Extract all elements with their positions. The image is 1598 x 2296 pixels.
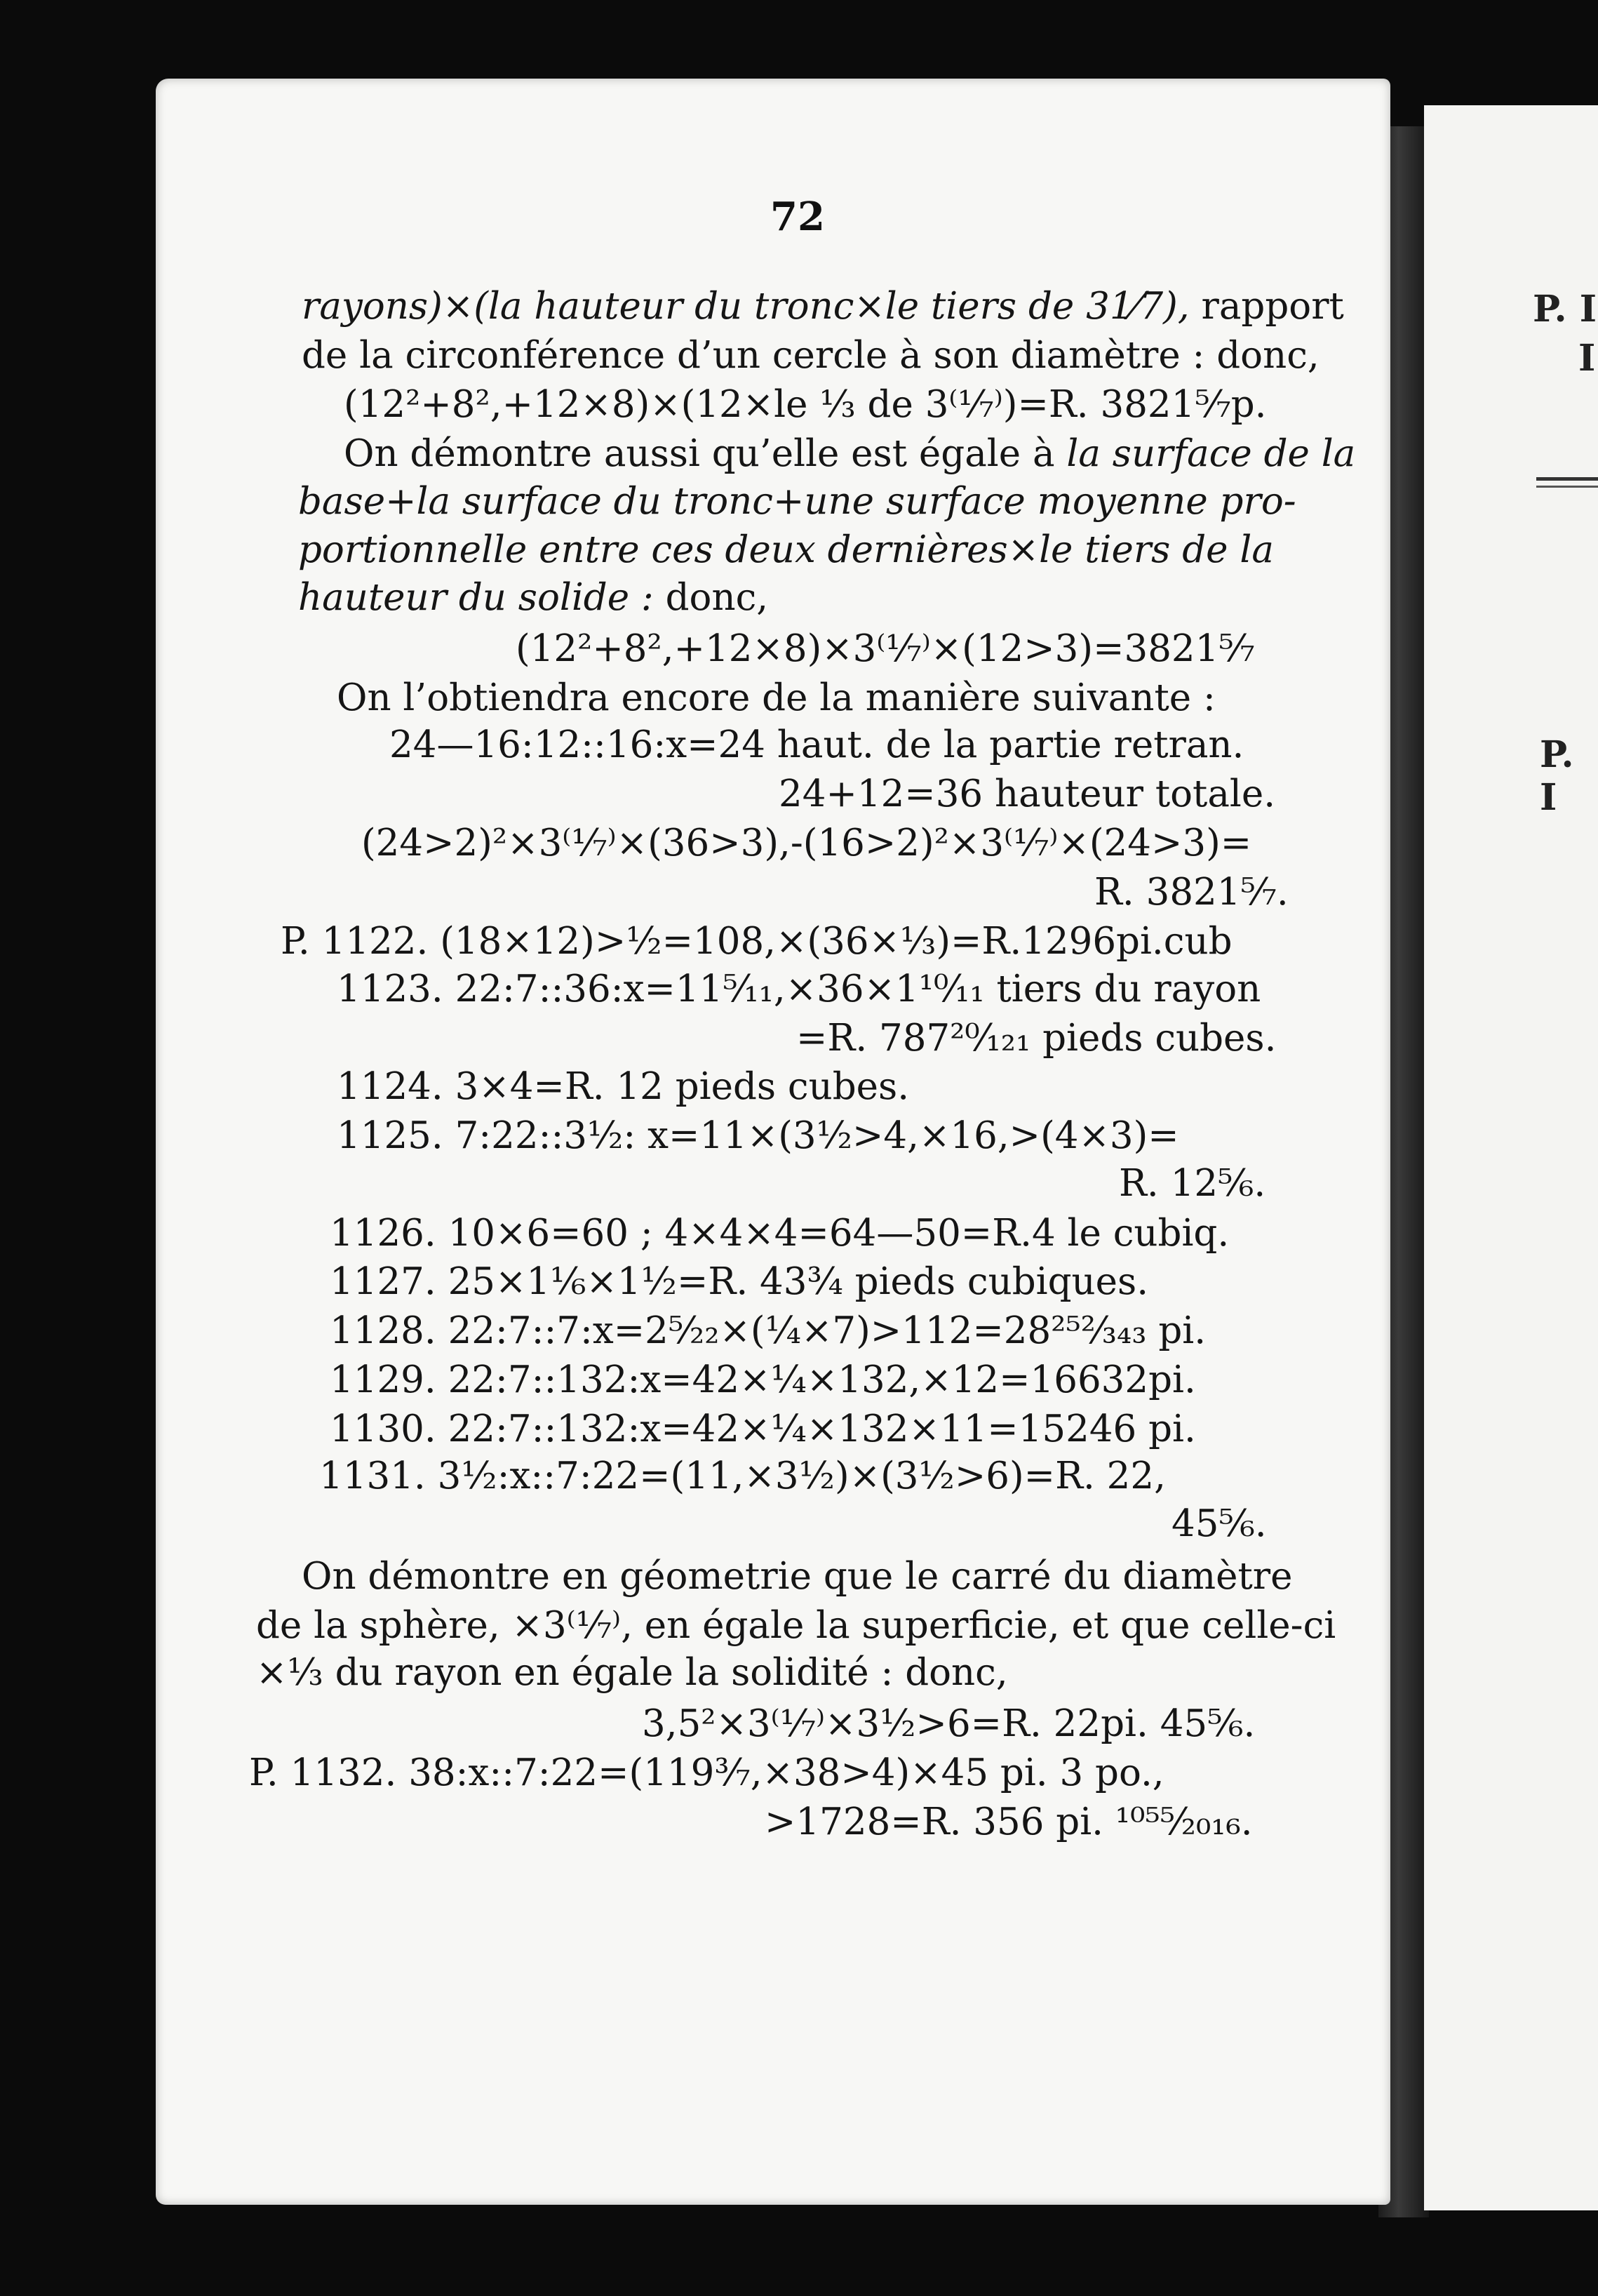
text-line bbox=[298, 528, 1274, 573]
text-line bbox=[337, 967, 1261, 1012]
text-line bbox=[249, 1751, 1164, 1796]
text-line bbox=[298, 479, 1296, 524]
text-segment: P. 1122. (18×12)>½=108,×(36×⅓)=R.1296pi.cub bbox=[281, 920, 1233, 963]
text-segment: 1123. 22:7::36:x=11⁵⁄₁₁,×36×1¹⁰⁄₁₁ tiers du rayon bbox=[337, 968, 1261, 1010]
text-line bbox=[344, 432, 1355, 476]
italic-text: rayons)×(la hauteur du tronc×le tiers de 3 bbox=[302, 285, 1110, 328]
text-line bbox=[319, 1454, 1166, 1499]
text-segment: (12²+8²,+12×8)×(12×le ⅓ de 3⁽¹⁄₇⁾)=R. 3821⁵⁄₇p. bbox=[344, 383, 1267, 426]
text-segment: On démontre en géometrie que le carré du diamètre bbox=[302, 1555, 1293, 1598]
italic-text: la surface de la bbox=[1066, 432, 1356, 475]
text-line bbox=[361, 821, 1251, 866]
text-line bbox=[1094, 870, 1289, 915]
text-line bbox=[337, 676, 1216, 721]
text-segment: =R. 787²⁰⁄₁₂₁ pieds cubes. bbox=[796, 1017, 1277, 1060]
text-segment: (12²+8²,+12×8)×3⁽¹⁄₇⁾×(12>3)=3821⁵⁄₇ bbox=[516, 627, 1255, 670]
text-line bbox=[337, 1114, 1179, 1159]
text-line bbox=[330, 1309, 1206, 1354]
text-segment: 1126. 10×6=60 ; 4×4×4=64—50=R.4 le cubiq. bbox=[330, 1212, 1230, 1255]
italic-text: portionnelle entre ces deux dernières×le tiers de la bbox=[298, 528, 1274, 571]
text-line bbox=[298, 575, 768, 620]
text-segment: de la circonférence d’un cercle à son diamètre : donc, bbox=[302, 334, 1320, 377]
text-segment: donc, bbox=[653, 576, 769, 619]
text-line bbox=[1119, 1161, 1265, 1206]
text-segment: On l’obtiendra encore de la manière suivante : bbox=[337, 676, 1216, 719]
text-segment: 1129. 22:7::132:x=42×¼×132,×12=16632pi. bbox=[330, 1359, 1196, 1401]
text-segment: >1728=R. 356 pi. ¹⁰⁵⁵⁄₂₀₁₆. bbox=[765, 1801, 1253, 1843]
text-segment: 45⅚. bbox=[1171, 1502, 1267, 1545]
text-segment: 1131. 3½:x::7:22=(11,×3½)×(3½>6)=R. 22, bbox=[319, 1455, 1166, 1497]
text-line bbox=[302, 1554, 1292, 1599]
italic-text: ), bbox=[1163, 285, 1202, 328]
facing-page bbox=[1424, 105, 1598, 2210]
text-line bbox=[330, 1211, 1229, 1256]
text-line bbox=[302, 333, 1320, 378]
text-segment: ×⅓ du rayon en égale la solidité : donc, bbox=[256, 1651, 1008, 1694]
text-line bbox=[256, 1650, 1008, 1695]
italic-text: base+la surface du tronc+une surface moyenne pro- bbox=[298, 480, 1296, 523]
text-line bbox=[642, 1702, 1255, 1747]
text-line bbox=[1171, 1502, 1267, 1547]
text-line bbox=[344, 382, 1266, 427]
text-segment: de la sphère, ×3⁽¹⁄₇⁾, en égale la superficie, et que celle-ci bbox=[256, 1604, 1336, 1647]
text-segment: rapport bbox=[1201, 285, 1344, 328]
text-segment: 1128. 22:7::7:x=2⁵⁄₂₂×(¼×7)>112=28²⁵²⁄₃₄₃ pi. bbox=[330, 1309, 1207, 1352]
text-line bbox=[302, 284, 1344, 329]
facing-page-fragment: I bbox=[1578, 337, 1596, 380]
text-line bbox=[330, 1407, 1196, 1452]
facing-page-fragment: P. I bbox=[1540, 733, 1574, 819]
text-segment: P. 1132. 38:x::7:22=(119³⁄₇,×38>4)×45 pi. 3 po., bbox=[249, 1751, 1164, 1794]
facing-page-fragment: P. I bbox=[1533, 288, 1597, 331]
text-segment: 1130. 22:7::132:x=42×¼×132×11=15246 pi. bbox=[330, 1408, 1196, 1450]
text-line bbox=[765, 1800, 1253, 1845]
text-segment: 1124. 3×4=R. 12 pieds cubes. bbox=[337, 1065, 910, 1108]
text-line bbox=[256, 1603, 1336, 1648]
text-line bbox=[389, 723, 1244, 768]
text-segment: 3,5²×3⁽¹⁄₇⁾×3½>6=R. 22pi. 45⅚. bbox=[642, 1702, 1256, 1745]
text-line bbox=[779, 772, 1275, 817]
text-line bbox=[330, 1358, 1196, 1403]
page-number: 72 bbox=[770, 194, 825, 240]
text-line bbox=[516, 627, 1255, 672]
text-line bbox=[796, 1016, 1276, 1061]
text-line bbox=[281, 919, 1233, 964]
text-segment: 1125. 7:22::3½: x=11×(3½>4,×16,>(4×3)= bbox=[337, 1114, 1179, 1157]
text-segment: R. 12⅚. bbox=[1119, 1162, 1266, 1205]
text-line bbox=[337, 1064, 909, 1109]
text-segment: On démontre aussi qu’elle est égale à bbox=[344, 432, 1067, 475]
text-segment: 1127. 25×1⅙×1½=R. 43¾ pieds cubiques. bbox=[330, 1260, 1149, 1303]
text-segment: R. 3821⁵⁄₇. bbox=[1094, 871, 1289, 914]
text-line bbox=[330, 1260, 1148, 1304]
facing-page-rule bbox=[1536, 477, 1598, 481]
italic-text: hauteur du solide : bbox=[298, 576, 654, 619]
text-segment: (24>2)²×3⁽¹⁄₇⁾×(36>3),-(16>2)²×3⁽¹⁄₇⁾×(24>3)= bbox=[361, 822, 1252, 865]
facing-page-rule bbox=[1536, 486, 1598, 488]
italic-text: 1⁄7 bbox=[1109, 285, 1164, 328]
text-segment: 24—16:12::16:x=24 haut. de la partie retran. bbox=[389, 723, 1244, 766]
text-segment: 24+12=36 hauteur totale. bbox=[779, 773, 1276, 815]
